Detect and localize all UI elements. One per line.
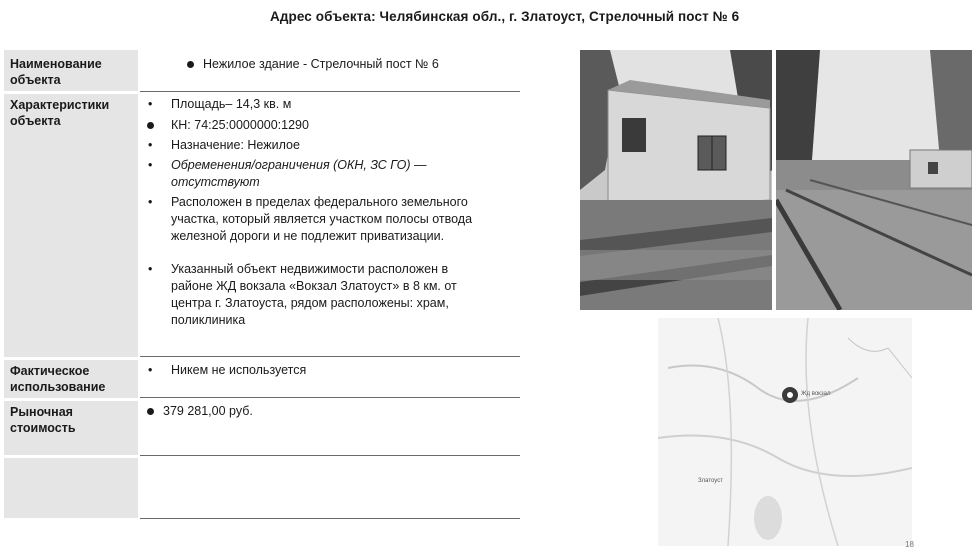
row-divider xyxy=(140,455,520,456)
object-name-value: Нежилое здание - Стрелочный пост № 6 xyxy=(203,57,439,71)
market-value: 379 281,00 руб. xyxy=(163,404,253,418)
actual-use-value: Никем не используется xyxy=(171,363,307,377)
object-photo xyxy=(580,50,972,310)
bullet: • xyxy=(148,195,153,209)
label-characteristics-line1: Характеристики xyxy=(10,98,110,112)
purpose-value: Назначение: Нежилое xyxy=(171,138,300,152)
map-city-label: Златоуст xyxy=(698,478,723,484)
label-separator xyxy=(4,455,138,458)
row-divider xyxy=(140,397,520,398)
bullet-dot xyxy=(147,408,154,415)
location-map xyxy=(658,318,912,546)
label-name-line1: Наименование xyxy=(10,57,102,71)
nearby-line1: Указанный объект недвижимости расположен в xyxy=(171,262,449,276)
bullet: • xyxy=(148,158,153,172)
bullet: • xyxy=(148,138,153,152)
label-name-line2: объекта xyxy=(10,73,61,87)
nearby-line2: районе ЖД вокзала «Вокзал Златоуст» в 8 км. от xyxy=(171,279,457,293)
location-line3: железной дороги и не подлежит приватизации. xyxy=(171,229,445,243)
bullet: • xyxy=(148,262,153,276)
label-market-value-line1: Рыночная xyxy=(10,405,73,419)
area-value: Площадь– 14,3 кв. м xyxy=(171,97,292,111)
bullet-dot xyxy=(187,61,194,68)
bullet: • xyxy=(148,97,153,111)
location-line2: участка, который является участком полосы отвода xyxy=(171,212,473,226)
encumbrance-line2: отсутствуют xyxy=(171,175,260,189)
label-separator xyxy=(4,91,138,94)
row-divider xyxy=(140,356,520,357)
nearby-line4: поликлиника xyxy=(171,313,246,327)
label-characteristics-line2: объекта xyxy=(10,114,61,128)
label-separator xyxy=(4,398,138,401)
location-line1: Расположен в пределах федерального земельного xyxy=(171,195,468,209)
label-actual-use-line2: использование xyxy=(10,380,106,394)
encumbrance-line1: Обременения/ограничения (ОКН, ЗС ГО) — xyxy=(171,158,427,172)
bullet: • xyxy=(148,363,153,377)
cadastral-number: КН: 74:25:0000000:1290 xyxy=(171,118,309,132)
nearby-line3: центра г. Златоуста, рядом расположены: храм, xyxy=(171,296,449,310)
label-market-value-line2: стоимость xyxy=(10,421,76,435)
bullet-dot xyxy=(147,122,154,129)
label-actual-use-line1: Фактическое xyxy=(10,364,90,378)
map-pin-label: Жд вокзал xyxy=(801,391,831,397)
row-divider xyxy=(140,518,520,519)
page-title: Адрес объекта: Челябинская обл., г. Златоуст, Стрелочный пост № 6 xyxy=(270,9,740,24)
label-separator xyxy=(4,357,138,360)
row-divider xyxy=(140,91,520,92)
page-number: 18 xyxy=(905,540,914,549)
